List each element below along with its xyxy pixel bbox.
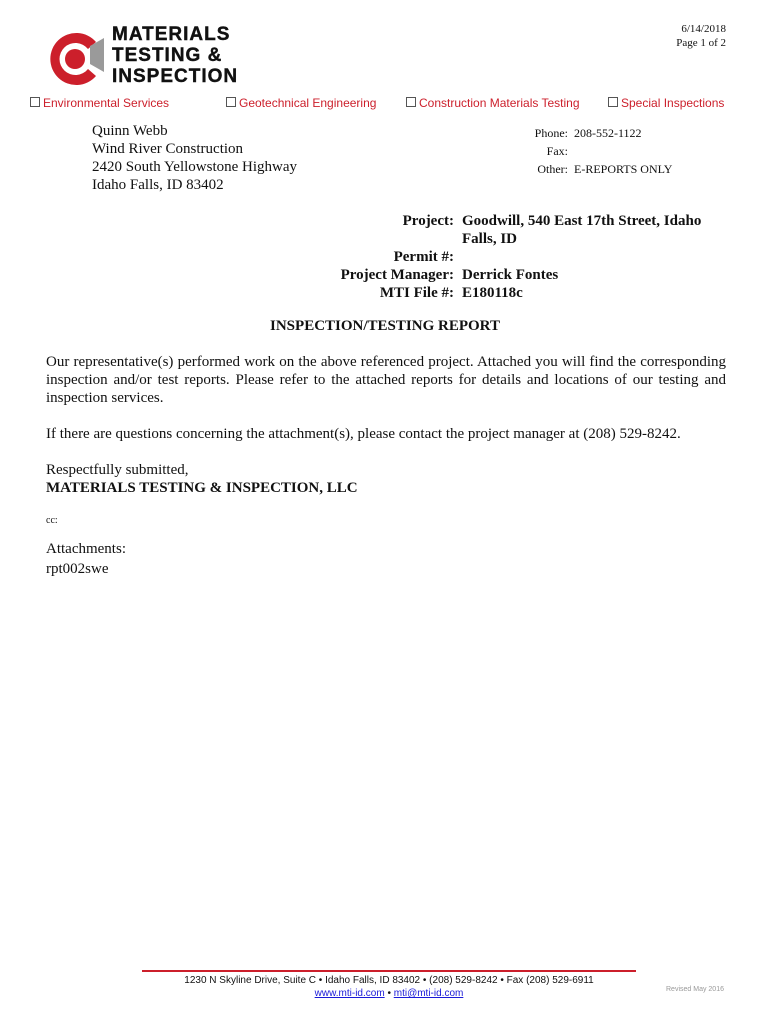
attachment-file: rpt002swe — [46, 561, 109, 577]
closing-text: Respectfully submitted, — [46, 462, 189, 478]
permit-label: Permit #: — [393, 249, 454, 265]
website-link[interactable]: www.mti-id.com — [314, 988, 385, 999]
project-value: Goodwill, 540 East 17th Street, Idaho Falls, ID — [462, 213, 702, 247]
body-paragraph: If there are questions concerning the attachment(s), please contact the project manager at (208) 529-8242. — [46, 426, 681, 442]
checkbox-icon — [406, 97, 416, 107]
fax-label: Fax: — [546, 144, 568, 158]
checkbox-icon — [226, 97, 236, 107]
page-number: Page 1 of 2 — [676, 37, 726, 49]
recipient-street: 2420 South Yellowstone Highway — [92, 159, 298, 175]
company-logo — [44, 24, 244, 96]
manager-value: Derrick Fontes — [462, 267, 559, 283]
other-value: E-REPORTS ONLY — [574, 162, 673, 176]
footer-divider — [142, 970, 636, 972]
contact-phone-row — [460, 124, 672, 142]
signature-company: MATERIALS TESTING & INSPECTION, LLC — [46, 480, 358, 496]
footer — [142, 974, 636, 1000]
services-row — [30, 96, 730, 112]
report-title: INSPECTION/TESTING REPORT — [270, 318, 500, 334]
checkbox-icon — [30, 97, 40, 107]
other-label: Other: — [537, 162, 568, 176]
service-construction-materials — [406, 96, 580, 110]
service-label: Construction Materials Testing — [419, 96, 580, 110]
body-paragraph: Our representative(s) performed work on the above referenced project. Attached you will find the corresponding inspection and/or test reports. Please refer to the attached reports for details and locations of our testing and inspection services. — [46, 354, 726, 406]
revision-note: Revised May 2016 — [666, 986, 724, 993]
service-label: Environmental Services — [43, 96, 170, 110]
file-label: MTI File #: — [379, 285, 454, 301]
attachments-label: Attachments: — [46, 541, 126, 557]
signature-block — [46, 461, 358, 497]
project-label: Project: — [402, 213, 454, 229]
service-label: Special Inspections — [621, 96, 725, 110]
phone-label: Phone: — [534, 126, 568, 140]
recipient-name: Quinn Webb — [92, 123, 168, 139]
service-geotechnical — [226, 96, 376, 110]
brand-line: TESTING & — [112, 45, 223, 66]
email-link[interactable]: mti@mti-id.com — [393, 988, 464, 999]
recipient-city: Idaho Falls, ID 83402 — [92, 177, 224, 193]
project-row — [230, 212, 722, 248]
report-date: 6/14/2018 — [681, 23, 726, 35]
service-special-inspections — [608, 96, 724, 110]
permit-value — [462, 248, 722, 266]
brand-name — [112, 24, 238, 87]
cc-label: cc: — [46, 515, 58, 526]
contact-block — [460, 124, 672, 178]
file-value: E180118c — [462, 285, 523, 301]
attachments-block — [46, 539, 126, 579]
footer-separator: • — [387, 988, 391, 999]
mti-logo-icon — [44, 28, 106, 90]
brand-line: MATERIALS — [112, 24, 231, 45]
footer-links — [142, 987, 636, 1000]
brand-line: INSPECTION — [112, 66, 239, 87]
project-block — [230, 212, 722, 302]
footer-address: 1230 N Skyline Drive, Suite C • Idaho Falls, ID 83402 • (208) 529-8242 • Fax (208) 529-6911 — [184, 975, 594, 986]
date-block — [676, 22, 726, 50]
checkbox-icon — [608, 97, 618, 107]
permit-row — [230, 248, 722, 266]
service-environmental — [30, 96, 169, 110]
service-label: Geotechnical Engineering — [239, 96, 377, 110]
phone-value: 208-552-1122 — [574, 126, 642, 140]
recipient-address — [92, 122, 297, 194]
manager-label: Project Manager: — [340, 267, 454, 283]
manager-row — [230, 266, 722, 284]
file-row — [230, 284, 722, 302]
contact-fax-row — [460, 142, 672, 160]
contact-other-row — [460, 160, 672, 178]
recipient-company: Wind River Construction — [92, 141, 244, 157]
